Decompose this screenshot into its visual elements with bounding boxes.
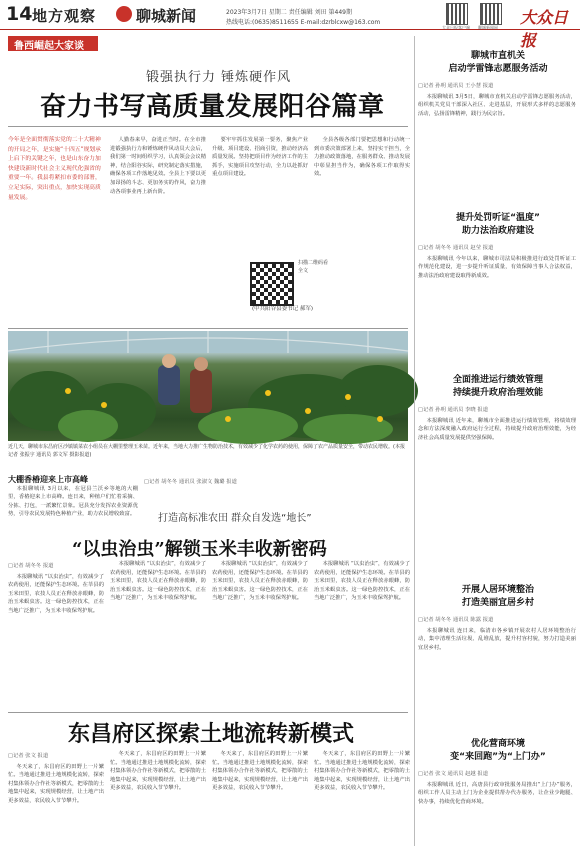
divider	[8, 712, 408, 713]
right-story-3-body: □记者 孙明 通讯员 李晓 报道 本报聊城讯 近年来，聊城市全面推进运行绩效管理，将绩效理念和方法深度融入政府运行全过程，持续提升政府治理效能，为经济社会高质量发展提供坚强保障。	[418, 407, 576, 441]
main-body-col1: 人勤春来早，奋进正当时。在全市推进锻强执行力和锤炼硬作风动员大会后，我们第一时间组织学习，认真领会会议精神，结合阳谷实际，研究制定落实措施，确保各项工作落地见效。全县上下要以更加昂扬的斗志、更加务实的作风，奋力推动各项事业再上新台阶。	[110, 137, 206, 195]
photo-caption: 近几天，聊城市东昌府区沙镇镇菜农小组员在大棚里整理玉米苗。近年来，当地大力推广生物防治技术，有效减少了化学农药的使用，保障了农产品质量安全，带动农民增收。(本报记者 张振宇 通讯员 郭文军 摄影报道)	[8, 444, 405, 458]
main-headline: 奋力书写高质量发展阳谷篇章	[40, 92, 385, 122]
right-story-1-body: □记者 孙明 通讯员 王小慧 报道 本报聊城讯 3月5日，聊城市直机关启动学雷锋志愿服务活动，组织机关党员干部深入社区、走进基层，开展形式多样的志愿服务活动，弘扬雷锋精神，践行为民宗旨。	[418, 83, 576, 117]
insect-body-col2: 本报聊城讯 “以虫治虫”，有效减少了农药使用，还能保护生态环境。在莘县的玉米田里，农技人员正在释放赤眼蜂，防治玉米螟虫害。这一绿色防控技术，正在当地广泛推广，为玉米丰收保驾护航。	[110, 561, 206, 602]
masthead-logo: 大众日报	[520, 8, 569, 50]
main-signature: (中共阳谷县委书记 郝军)	[252, 306, 314, 312]
column-banner	[8, 36, 98, 51]
right-story-2-body: □记者 胡冬冬 通讯员 赵莹 报道 本报聊城讯 今年以来，聊城市司法局积极推进行政处罚听证工作规范化建设，进一步提升听证质量，有效保障当事人合法权益，推动法治政府建设取得新成效。	[418, 245, 576, 279]
greenhouse-title: 大棚香椿迎来上市高峰	[8, 475, 88, 484]
main-subtitle: 锻强执行力 锤炼硬作风	[146, 70, 292, 85]
contact-line: 热线电话:(0635)8511655 E-mail:dzrblcxw@163.com	[226, 19, 381, 26]
land-body: □记者 张文 报道 冬天来了，东昌府区的田野上一片繁忙。当地通过推进土地规模化流转，探索村集体领办合作社等新模式，把零散的土地集中起来，实现规模经营，让土地产出更多效益，农民收入节节攀升。	[8, 753, 104, 804]
right-story-2-title: 提升处罚听证“温度” 助力法治政府建设	[456, 213, 540, 236]
qr-code-icon	[250, 262, 294, 306]
qr-label: 大众日报客户端	[442, 25, 470, 30]
right-story-5-title: 优化营商环境 变“来回跑”为“上门办”	[450, 739, 546, 762]
column-divider	[414, 36, 415, 846]
qr-note: 扫描二维码看全文	[298, 260, 329, 274]
right-story-5-body: □记者 张文 通讯员 赵越 报道 本报聊城讯 近日，高唐县行政审批服务局推出“上门办”服务，组织工作人员主动上门为企业提供帮办代办服务，让企业少跑腿、快办事，持续优化营商环境。	[418, 771, 576, 805]
insect-subtitle: 打造高标准农田 群众自发选“地长”	[158, 513, 312, 524]
land-body-col2: 冬天来了，东昌府区的田野上一片繁忙。当地通过推进土地规模化流转，探索村集体领办合作社等新模式，把零散的土地集中起来，实现规模经营，让土地产出更多效益，农民收入节节攀升。	[110, 751, 206, 792]
page-number: 14	[6, 3, 33, 25]
qr-label: 聊城新闻网	[478, 25, 498, 30]
main-lead: 今年是全面贯彻落实党的二十大精神的开局之年，是实施“十四五”规划承上启下的关键之年，也是山东奋力加快建设新时代社会主义现代化强省的重要一年。我县将紧扣市委的部署，立足实际，突出重点，加快实现高质量发展。	[8, 137, 101, 201]
banner-label: 鲁西崛起大家谈	[14, 41, 84, 52]
section-name: 地方观察	[32, 7, 97, 25]
land-body-col3: 冬天来了，东昌府区的田野上一片繁忙。当地通过推进土地规模化流转，探索村集体领办合作社等新模式，把零散的土地集中起来，实现规模经营，让土地产出更多效益，农民收入节节攀升。	[212, 751, 308, 792]
insect-body-col3: 本报聊城讯 “以虫治虫”，有效减少了农药使用，还能保护生态环境。在莘县的玉米田里，农技人员正在释放赤眼蜂，防治玉米螟虫害。这一绿色防控技术，正在当地广泛推广，为玉米丰收保驾护航。	[212, 561, 308, 602]
greenhouse-story: 大棚香椿迎来上市高峰 本报聊城讯 3月以来，在冠县兰沃乡等地的大棚里，香椿迎来上市高峰。连日来，种植户们忙着采摘、分拣、打包，一派繁忙景象。冠县充分发挥农业资源优势，引导农民发展特色种植产业，助力农民增收致富。	[8, 475, 138, 518]
right-story-4-body: □记者 胡冬冬 通讯员 陈露 报道 本报聊城讯 连日来，临清市各乡镇开展农村人居环境整治行动，集中清理生活垃圾、乱堆乱放，提升村容村貌，努力打造美丽宜居乡村。	[418, 617, 576, 651]
insect-body: □记者 胡冬冬 报道 本报聊城讯 “以虫治虫”，有效减少了农药使用，还能保护生态环境。在莘县的玉米田里，农技人员正在释放赤眼蜂，防治玉米螟虫害。这一绿色防控技术，正在当地广泛推广，为玉米丰收保驾护航。	[8, 563, 104, 614]
news-photo	[8, 331, 408, 441]
paper-page-name: 聊城新闻	[136, 7, 197, 25]
divider	[8, 328, 408, 329]
right-story-1-title: 聊城市直机关 启动学雷锋志愿服务活动	[448, 51, 548, 74]
greenhouse-byline: □记者 胡冬冬 通讯员 张淑文 魏璐 报道	[144, 479, 237, 485]
land-headline: 东昌府区探索土地流转新模式	[68, 721, 355, 747]
insect-body-col4: 本报聊城讯 “以虫治虫”，有效减少了农药使用，还能保护生态环境。在莘县的玉米田里，农技人员正在释放赤眼蜂，防治玉米螟虫害。这一绿色防控技术，正在当地广泛推广，为玉米丰收保驾护航。	[314, 561, 410, 602]
right-story-3-title: 全面推进运行绩效管理 持续提升政府治理效能	[452, 375, 543, 398]
main-body-col2: 要牢牢抓住发展第一要务，聚焦产业升级、项目建设、招商引资，推动经济高质量发展。坚持把项目作为经济工作的主抓手，实施项目攻坚行动，全力以赴抓好重点项目建设。	[212, 137, 308, 178]
divider	[8, 126, 408, 127]
qr-code-icon	[480, 3, 502, 25]
main-body-col3: 全县各级各部门要把思想和行动统一到市委决策部署上来，坚持实干担当，全力推动政策落地，在服务群众、推动发展中彰显担当作为，确保各项工作取得实效。	[314, 137, 410, 178]
land-body-col4: 冬天来了，东昌府区的田野上一片繁忙。当地通过推进土地规模化流转，探索村集体领办合作社等新模式，把零散的土地集中起来，实现规模经营，让土地产出更多效益，农民收入节节攀升。	[314, 751, 410, 792]
insect-headline: “以虫治虫”解锁玉米丰收新密码	[72, 539, 327, 560]
greenhouse-photo	[8, 331, 408, 441]
emblem-icon	[116, 6, 132, 22]
right-story-4-title: 开展人居环境整治 打造美丽宜居乡村	[461, 585, 534, 608]
date-editor-line: 2023年3月7日 星期二 责任编辑 刘田 第449期	[226, 9, 352, 16]
qr-code-icon	[446, 3, 468, 25]
